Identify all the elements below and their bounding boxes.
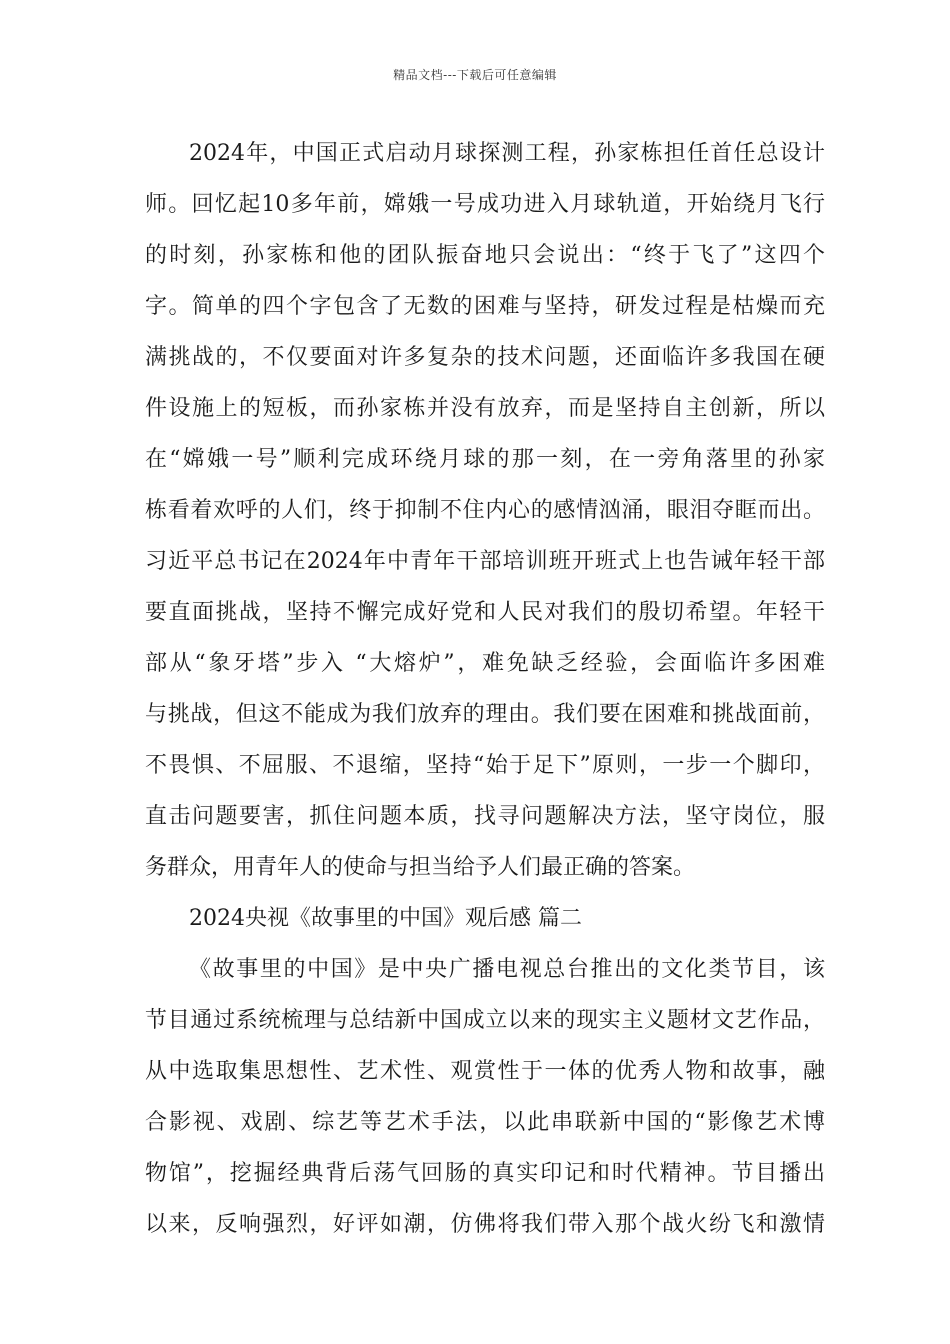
text-line: 满挑战的，不仅要面对许多复杂的技术问题，还面临许多我国在硬 [145, 345, 825, 370]
text-line: 字。简单的四个字包含了无数的困难与坚持，研发过程是枯燥而充 [145, 294, 825, 319]
text-line: 栋看着欢呼的人们，终于抑制不住内心的感情汹涌，眼泪夺眶而出。 [145, 498, 825, 523]
section-heading: 2024央视《故事里的中国》观后感 篇二 [189, 906, 582, 931]
text-line: 物馆”，挖掘经典背后荡气回肠的真实印记和时代精神。节目播出 [145, 1161, 825, 1186]
text-line: 《故事里的中国》是中央广播电视总台推出的文化类节目，该 [189, 957, 825, 982]
text-line: 直击问题要害，抓住问题本质，找寻问题解决方法，坚守岗位，服 [145, 804, 825, 829]
text-line: 要直面挑战，坚持不懈完成好党和人民对我们的殷切希望。年轻干 [145, 600, 825, 625]
text-line: 节目通过系统梳理与总结新中国成立以来的现实主义题材文艺作品， [145, 1008, 825, 1033]
text-line: 习近平总书记在2024年中青年干部培训班开班式上也告诫年轻干部 [145, 549, 825, 574]
text-line: 从中选取集思想性、艺术性、观赏性于一体的优秀人物和故事，融 [145, 1059, 825, 1084]
text-line: 不畏惧、不屈服、不退缩，坚持“始于足下”原则，一步一个脚印， [145, 753, 825, 778]
text-line: 件设施上的短板，而孙家栋并没有放弃，而是坚持自主创新，所以 [145, 396, 825, 421]
text-line: 在“嫦娥一号”顺利完成环绕月球的那一刻，在一旁角落里的孙家 [145, 447, 825, 472]
text-line: 合影视、戏剧、综艺等艺术手法，以此串联新中国的“影像艺术博 [145, 1110, 825, 1135]
paragraph-2 [145, 944, 825, 1250]
paragraph-1 [145, 128, 825, 893]
text-line: 与挑战，但这不能成为我们放弃的理由。我们要在困难和挑战面前， [145, 702, 825, 727]
text-line: 师。回忆起10多年前，嫦娥一号成功进入月球轨道，开始绕月飞行 [145, 192, 825, 217]
document-body [145, 128, 825, 1250]
text-line: 部从“象牙塔”步入 “大熔炉”，难免缺乏经验，会面临许多困难 [145, 651, 825, 676]
text-line: 务群众，用青年人的使命与担当给予人们最正确的答案。 [145, 855, 696, 880]
text-line: 以来，反响强烈，好评如潮，仿佛将我们带入那个战火纷飞和激情 [145, 1212, 825, 1237]
text-line: 2024年，中国正式启动月球探测工程，孙家栋担任首任总设计 [189, 141, 825, 166]
text-line: 的时刻，孙家栋和他的团队振奋地只会说出：“终于飞了”这四个 [145, 243, 825, 268]
page-header: 精品文档---下载后可任意编辑 [393, 68, 557, 82]
